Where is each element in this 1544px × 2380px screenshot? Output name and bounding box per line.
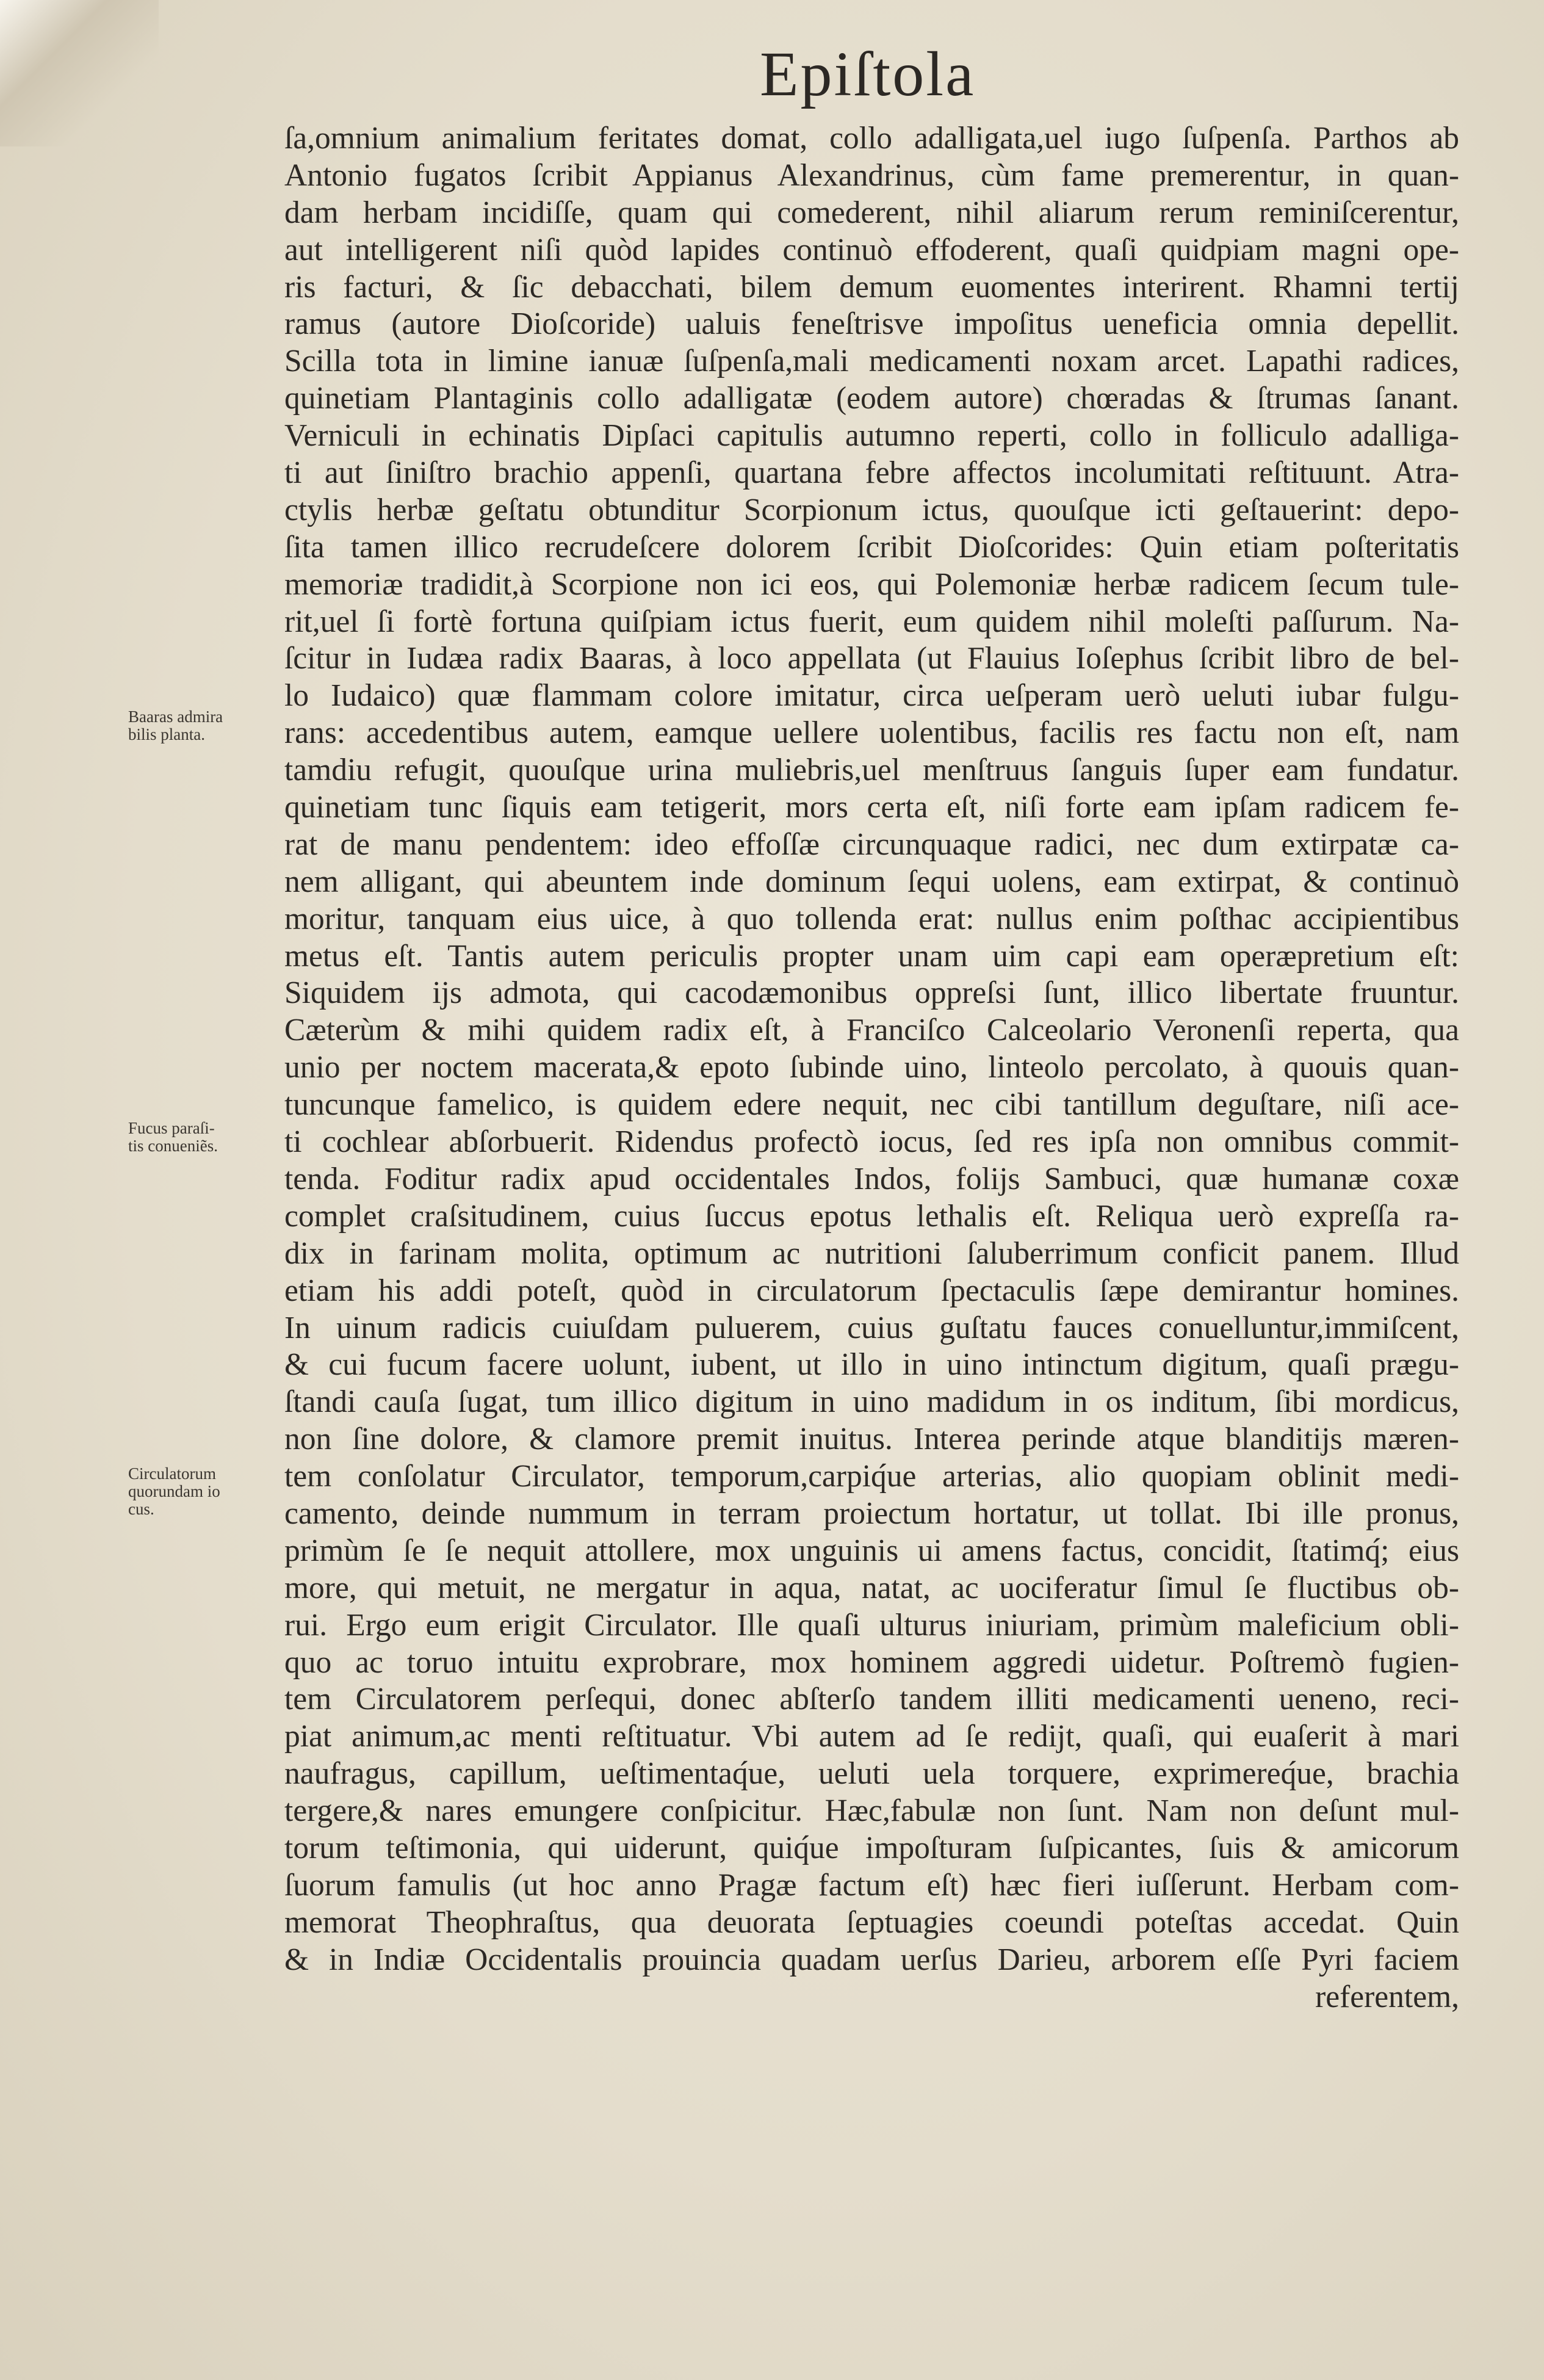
page-corner-fold	[0, 0, 159, 146]
body-line: dam herbam incidiſſe, quam qui comederent, nihil aliarum rerum reminiſcerentur,	[284, 195, 1459, 230]
page-title: Epiſtola	[760, 39, 976, 109]
body-line: ſita tamen illico recrudeſcere dolorem ſcribit Dioſcorides: Quin etiam poſteritatis	[284, 529, 1459, 565]
body-line: moritur, tanquam eius uice, à quo tollenda erat: nullus enim poſthac accipientibus	[284, 901, 1459, 936]
body-line: memorat Theophraſtus, qua deuorata ſeptuagies coeundi poteſtas accedat. Quin	[284, 1904, 1459, 1940]
body-line: Verniculi in echinatis Dipſaci capitulis autumno reperti, collo in folliculo adalliga-	[284, 418, 1459, 454]
body-line: & in Indiæ Occidentalis prouincia quadam uerſus Darieu, arborem eſſe Pyri faciem	[284, 1942, 1459, 1977]
body-line: tenda. Foditur radix apud occidentales Indos, folijs Sambuci, quæ humanæ coxæ	[284, 1161, 1459, 1196]
body-line: more, qui metuit, ne mergatur in aqua, natat, ac uociferatur ſimul ſe fluctibus ob-	[284, 1570, 1459, 1605]
body-line: ſuorum famulis (ut hoc anno Pragæ factum eſt) hæc fieri iuſſerunt. Herbam com-	[284, 1867, 1459, 1903]
body-line: aut intelligerent niſi quòd lapides continuò effoderent, quaſi quidpiam magni ope-	[284, 232, 1459, 267]
body-line: unio per noctem macerata,& epoto ſubinde uino, linteolo percolato, à quouis quan-	[284, 1050, 1459, 1085]
body-line: Scilla tota in limine ianuæ ſuſpenſa,mali medicamenti noxam arcet. Lapathi radices,	[284, 344, 1459, 379]
body-line: ctylis herbæ geſtatu obtunditur Scorpionum ictus, quouſque icti geſtauerint: depo-	[284, 492, 1459, 527]
body-line: memoriæ tradidit,à Scorpione non ici eos, qui Polemoniæ herbæ radicem ſecum tule-	[284, 566, 1459, 602]
body-line: rans: accedentibus autem, eamque uellere uolentibus, facilis res factu non eſt, nam	[284, 715, 1459, 751]
body-line: etiam his addi poteſt, quòd in circulatorum ſpectaculis ſæpe demirantur homines.	[284, 1273, 1459, 1308]
body-line: piat animum,ac menti reſtituatur. Vbi autem ad ſe redijt, quaſi, qui euaſerit à mari	[284, 1719, 1459, 1754]
margin-note-baaras	[128, 708, 275, 743]
body-line: ti aut ſiniſtro brachio appenſi, quartana febre affectos incolumitati reſtituunt. Atra-	[284, 455, 1459, 491]
body-line: nem alligant, qui abeuntem inde dominum ſequi uolens, eam extirpat, & continuò	[284, 864, 1459, 899]
body-line: ſtandi cauſa ſugat, tum illico digitum in uino madidum in os inditum, ſibi mordicus,	[284, 1384, 1459, 1420]
body-line: dix in farinam molita, optimum ac nutritioni ſaluberrimum conficit panem. Illud	[284, 1235, 1459, 1271]
body-line: complet craſsitudinem, cuius ſuccus epotus lethalis eſt. Reliqua uerò expreſſa ra-	[284, 1198, 1459, 1234]
body-line: tamdiu refugit, quouſque urina muliebris,uel menſtruus ſanguis ſuper eam fundatur.	[284, 753, 1459, 788]
body-line: metus eſt. Tantis autem periculis propter unam uim capi eam operæpretium eſt:	[284, 938, 1459, 974]
body-line: tem Circulatorem perſequi, donec abſterſo tandem illiti medicamenti ueneno, reci-	[284, 1682, 1459, 1717]
body-line: ris facturi, & ſic debacchati, bilem demum euomentes interirent. Rhamni tertij	[284, 269, 1459, 305]
body-line: ti cochlear abſorbuerit. Ridendus profectò iocus, ſed res ipſa non omnibus commit-	[284, 1124, 1459, 1160]
body-line: tuncunque famelico, is quidem edere nequit, nec cibi tantillum deguſtare, niſi ace-	[284, 1087, 1459, 1123]
body-line: Siquidem ijs admota, qui cacodæmonibus oppreſsi ſunt, illico libertate fruuntur.	[284, 975, 1459, 1011]
body-line: Antonio fugatos ſcribit Appianus Alexandrinus, cùm fame premerentur, in quan-	[284, 157, 1459, 193]
body-line: quinetiam Plantaginis collo adalligatæ (eodem autore) chœradas & ſtrumas ſanant.	[284, 381, 1459, 416]
body-line: Cæterùm & mihi quidem radix eſt, à Franciſco Calceolario Veronenſi reperta, qua	[284, 1013, 1459, 1048]
margin-note-line: quorundam io	[128, 1482, 220, 1500]
body-line: & cui fucum facere uolunt, iubent, ut illo in uino intinctum digitum, quaſi prægu-	[284, 1347, 1459, 1383]
margin-note-line: Baaras admira	[128, 707, 223, 726]
body-line: non ſine dolore, & clamore premit inuitus. Interea perinde atque blanditijs mæren-	[284, 1422, 1459, 1457]
margin-note-line: Fucus paraſi-	[128, 1119, 215, 1137]
body-text	[284, 120, 1459, 2016]
body-line: ſa,omnium animalium feritates domat, collo adalligata,uel iugo ſuſpenſa. Parthos ab	[284, 121, 1459, 156]
body-line: ſcitur in Iudæa radix Baaras, à loco appellata (ut Flauius Ioſephus ſcribit libro de bel-	[284, 641, 1459, 676]
body-line: lo Iudaico) quæ flammam colore imitatur, circa ueſperam uerò ueluti iubar fulgu-	[284, 678, 1459, 714]
margin-note-fucus	[128, 1119, 275, 1155]
margin-note-line: tis conueniẽs.	[128, 1137, 218, 1155]
body-line: naufragus, capillum, ueſtimentaq́ue, ueluti uela torquere, exprimereq́ue, brachia	[284, 1756, 1459, 1792]
body-line: referentem,	[1315, 1979, 1459, 2014]
margin-note-circulatorum	[128, 1465, 275, 1518]
margin-note-line: cus.	[128, 1500, 154, 1518]
body-line: rat de manu pendentem: ideo effoſſæ circunquaque radici, nec dum extirpatæ ca-	[284, 826, 1459, 862]
body-line: primùm ſe ſe nequit attollere, mox unguinis ui amens factus, concidit, ſtatimq́; eius	[284, 1533, 1459, 1568]
body-line: quo ac toruo intuitu exprobrare, mox hominem aggredi uidetur. Poſtremò fugien-	[284, 1644, 1459, 1680]
body-line: ramus (autore Dioſcoride) ualuis feneſtrisve impoſitus ueneficia omnia depellit.	[284, 306, 1459, 342]
body-line: tergere,& nares emungere conſpicitur. Hæc,fabulæ non ſunt. Nam non deſunt mul-	[284, 1793, 1459, 1829]
body-line: torum teſtimonia, qui uiderunt, quiq́ue impoſturam ſuſpicantes, ſuis & amicorum	[284, 1830, 1459, 1865]
body-line: tem conſolatur Circulator, temporum,carpiq́ue arterias, alio quopiam oblinit medi-	[284, 1459, 1459, 1494]
margin-note-line: Circulatorum	[128, 1464, 216, 1483]
body-line: quinetiam tunc ſiquis eam tetigerit, mors certa eſt, niſi forte eam ipſam radicem fe-	[284, 790, 1459, 825]
body-line: In uinum radicis cuiuſdam puluerem, cuius guſtatu fauces conuelluntur,immiſcent,	[284, 1310, 1459, 1345]
body-line: camento, deinde nummum in terram proiectum hortatur, ut tollat. Ibi ille pronus,	[284, 1496, 1459, 1531]
margin-note-line: bilis planta.	[128, 725, 205, 743]
body-line: rui. Ergo eum erigit Circulator. Ille quaſi ulturus iniuriam, primùm maleficium obli-	[284, 1607, 1459, 1643]
body-line: rit,uel ſi fortè fortuna quiſpiam ictus fuerit, eum quidem nihil moleſti paſſurum. Na-	[284, 604, 1459, 639]
